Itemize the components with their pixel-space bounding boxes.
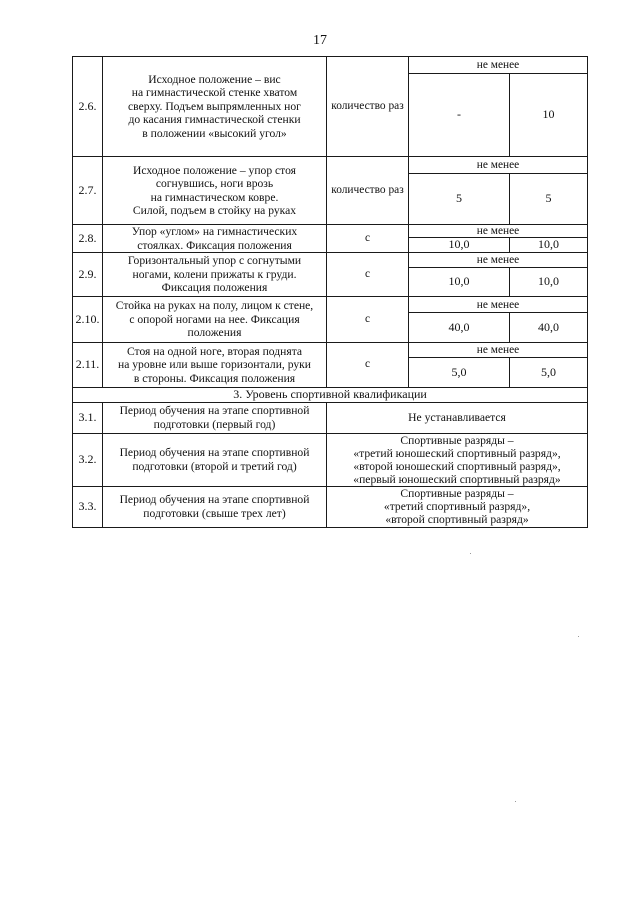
requirement-line: «второй спортивный разряд» [385,513,529,526]
minimum-header: не менее [409,253,588,268]
norm-value-1: 10,0 [409,238,510,253]
exercise-description [103,225,327,253]
table-row [73,57,588,74]
section-3-title: 3. Уровень спортивной квалификации [73,388,588,403]
norm-value-2: 10,0 [510,268,588,297]
description-line: в положении «высокий угол» [142,126,287,140]
measure-unit: с [327,225,409,253]
description-line: подготовки (свыше трех лет) [143,506,286,520]
description-line: Исходное положение – вис [148,72,281,86]
training-period [103,486,327,527]
exercise-description [103,57,327,157]
description-line: стоялках. Фиксация положения [137,238,292,252]
standards-table-body [73,57,588,528]
minimum-header: не менее [409,297,588,313]
norm-value-2: 5,0 [510,358,588,388]
norm-value-2: 10,0 [510,238,588,253]
norm-value-1: 40,0 [409,313,510,343]
description-line: Силой, подъем в стойку на руках [132,204,297,217]
section-header-row [73,388,588,403]
measure-unit: количество раз [327,57,409,157]
qualification-requirement [327,433,588,486]
norm-value-2: 10 [510,74,588,157]
table-row [73,157,588,174]
requirement-line: Не устанавливается [408,411,506,424]
norm-value-1: - [409,74,510,157]
description-line: ногами, колени прижаты к груди. [132,267,297,281]
description-line: в стороны. Фиксация положения [133,371,296,385]
scan-speck [578,636,579,637]
description-line: Период обучения на этапе спортивной [119,446,310,459]
table-row [73,486,588,527]
training-period [103,402,327,433]
requirement-line: Спортивные разряды – [400,433,514,447]
item-number: 3.1. [73,402,103,433]
measure-unit: количество раз [327,157,409,225]
training-period [103,433,327,486]
requirement-line: «третий спортивный разряд», [383,500,531,513]
requirement-line: «второй юношеский спортивный разряд», [353,459,561,473]
table-row [73,253,588,268]
norm-value-2: 40,0 [510,313,588,343]
item-number: 3.3. [73,486,103,527]
measure-unit: с [327,253,409,297]
norm-value-1: 5,0 [409,358,510,388]
table-row [73,225,588,238]
table-row [73,402,588,433]
exercise-description [103,253,327,297]
table-row [73,297,588,313]
item-number: 3.2. [73,433,103,486]
description-line: Период обучения на этапе спортивной [119,493,310,506]
qualification-requirement [327,402,588,433]
item-number: 2.6. [73,57,103,157]
measure-unit: с [327,343,409,388]
table-row [73,343,588,358]
description-line: Стойка на руках на полу, лицом к стене, [115,299,314,313]
norm-value-1: 5 [409,174,510,225]
exercise-description [103,157,327,225]
description-line: Горизонтальный упор с согнутыми [127,254,302,268]
qualification-requirement [327,486,588,527]
description-line: подготовки (первый год) [153,417,276,431]
norm-value-2: 5 [510,174,588,225]
norm-value-1: 10,0 [409,268,510,297]
minimum-header: не менее [409,157,588,174]
scan-speck [470,553,471,554]
description-line: на гимнастической стенке хватом [131,86,298,100]
description-line: подготовки (второй и третий год) [132,459,297,473]
minimum-header: не менее [409,225,588,238]
exercise-description [103,297,327,343]
description-line: Упор «углом» на гимнастических [131,225,298,238]
standards-table [72,56,588,528]
description-line: Исходное положение – упор стоя [132,163,297,177]
description-line: Стоя на одной ноге, вторая поднята [126,344,303,358]
description-line: Период обучения на этапе спортивной [119,404,310,417]
requirement-line: Спортивные разряды – [400,487,514,500]
page-number: 17 [313,33,327,48]
description-line: согнувшись, ноги врозь [155,177,274,190]
description-line: до касания гимнастической стенки [128,113,301,127]
scan-speck [515,801,516,802]
table-row [73,433,588,486]
requirement-line: «первый юношеский спортивный разряд» [353,472,561,486]
item-number: 2.10. [73,297,103,343]
description-line: положения [187,326,242,340]
item-number: 2.7. [73,157,103,225]
item-number: 2.11. [73,343,103,388]
description-line: с опорой ногами на нее. Фиксация [129,312,300,326]
item-number: 2.8. [73,225,103,253]
description-line: на гимнастическом ковре. [150,190,279,204]
minimum-header: не менее [409,343,588,358]
exercise-description [103,343,327,388]
description-line: Фиксация положения [161,281,268,295]
requirement-line: «третий юношеский спортивный разряд», [353,446,561,460]
measure-unit: с [327,297,409,343]
item-number: 2.9. [73,253,103,297]
description-line: сверху. Подъем выпрямленных ног [128,99,301,113]
description-line: на уровне или выше горизонтали, руки [118,358,311,372]
minimum-header: не менее [409,57,588,74]
